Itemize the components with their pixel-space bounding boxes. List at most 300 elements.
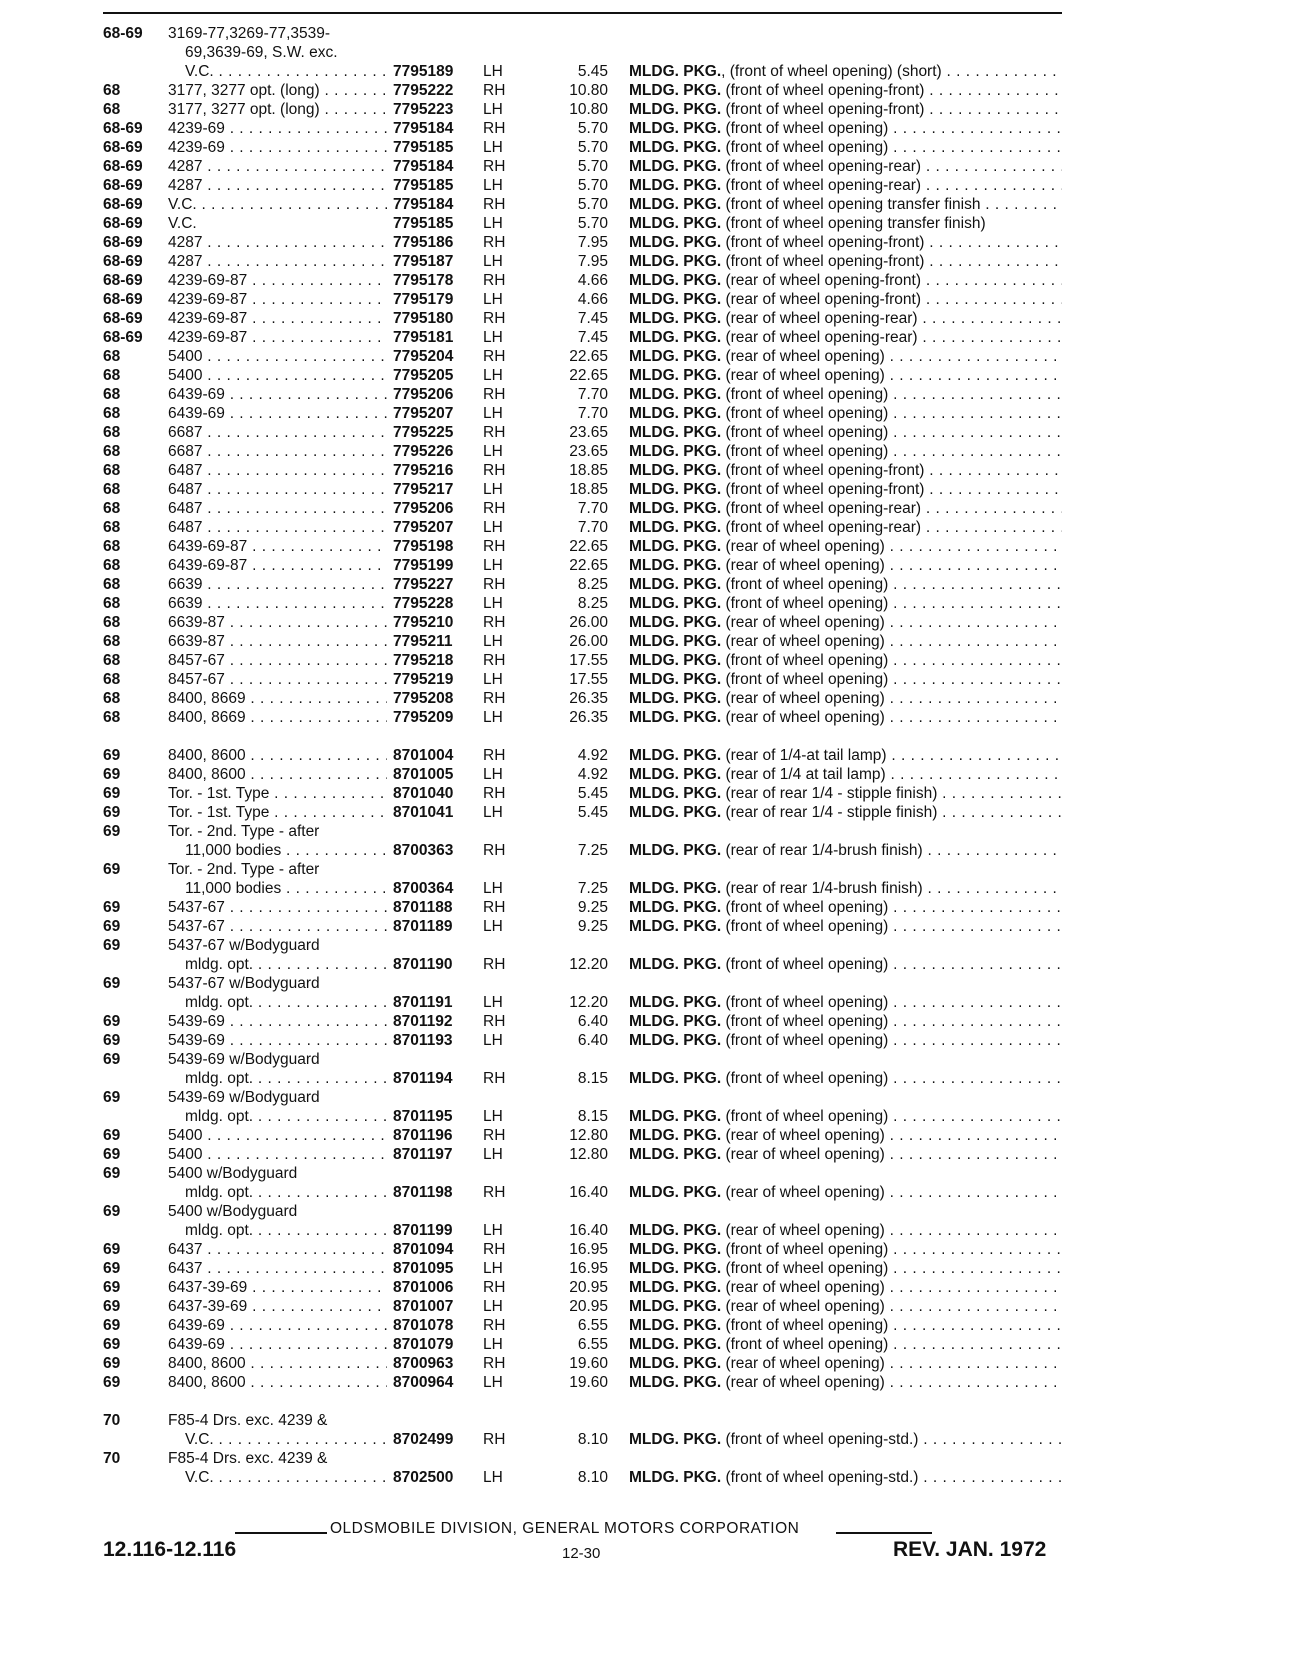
- model-text: 5400 w/Bodyguard: [168, 1165, 298, 1182]
- table-row: [0, 1183, 1299, 1202]
- model-cell: [168, 195, 387, 214]
- group-number: 12.116-12.116: [103, 1538, 237, 1561]
- price-cell: 22.65: [569, 557, 608, 574]
- price-cell: 7.70: [577, 519, 608, 536]
- table-row: [0, 689, 1299, 708]
- part-number-cell: 8701196: [393, 1127, 453, 1144]
- table-row: [0, 518, 1299, 537]
- description-text: (rear of wheel opening-front): [721, 291, 922, 308]
- table-row: [0, 252, 1299, 271]
- side-cell: LH: [483, 918, 503, 935]
- side-cell: LH: [483, 519, 503, 536]
- part-number-cell: 8701006: [393, 1279, 454, 1296]
- table-row: [0, 328, 1299, 347]
- description-label: MLDG. PKG.: [629, 1070, 722, 1087]
- model-text: V.C.: [168, 196, 197, 213]
- model-text: 6487: [168, 500, 203, 517]
- description-label: MLDG. PKG.: [629, 1336, 722, 1353]
- model-cell: [168, 366, 387, 385]
- description-cell: [629, 442, 1062, 461]
- model-cell: [168, 119, 387, 138]
- side-cell: LH: [483, 139, 503, 156]
- part-number-cell: 8701198: [393, 1184, 453, 1201]
- part-number-cell: 8700963: [393, 1355, 454, 1372]
- part-number-cell: 8701095: [393, 1260, 454, 1277]
- model-text: 4239-69-87: [168, 272, 248, 289]
- model-cell: [185, 955, 387, 974]
- model-cell: [168, 1088, 387, 1107]
- part-number-cell: 8701194: [393, 1070, 453, 1087]
- description-label: MLDG. PKG.: [629, 1013, 722, 1030]
- side-cell: LH: [483, 1146, 503, 1163]
- year-cell: 69: [103, 861, 121, 878]
- year-cell: 69: [103, 1146, 121, 1163]
- model-cell: [168, 822, 387, 841]
- part-number-cell: 8702499: [393, 1431, 454, 1448]
- description-label: MLDG. PKG.: [629, 994, 722, 1011]
- side-cell: LH: [483, 766, 503, 783]
- year-cell: 68-69: [103, 196, 143, 213]
- model-text: 6439-69-87: [168, 538, 248, 555]
- model-text: 6487: [168, 481, 203, 498]
- year-cell: 69: [103, 785, 121, 802]
- model-text: 5400: [168, 348, 203, 365]
- model-cell: [168, 917, 387, 936]
- description-cell: [629, 62, 1062, 81]
- description-text: (rear of rear 1/4-brush finish): [721, 842, 923, 859]
- table-row: [0, 81, 1299, 100]
- side-cell: LH: [483, 709, 503, 726]
- year-cell: 70: [103, 1450, 121, 1467]
- model-cell: [168, 1050, 387, 1069]
- side-cell: LH: [483, 177, 503, 194]
- side-cell: LH: [483, 1298, 503, 1315]
- table-row: [0, 860, 1299, 879]
- table-row: [0, 1430, 1299, 1449]
- model-text: 6437-39-69: [168, 1298, 248, 1315]
- model-cell: [168, 632, 387, 651]
- model-cell: [168, 746, 387, 765]
- model-cell: [168, 1012, 387, 1031]
- model-cell: [168, 499, 387, 518]
- price-cell: 12.80: [569, 1127, 608, 1144]
- year-cell: 69: [103, 1203, 121, 1220]
- table-row: [0, 822, 1299, 841]
- side-cell: LH: [483, 633, 503, 650]
- table-row: [0, 556, 1299, 575]
- table-row: [0, 1050, 1299, 1069]
- model-text: 8400, 8669: [168, 709, 246, 726]
- price-cell: 16.95: [569, 1260, 608, 1277]
- year-cell: 69: [103, 975, 121, 992]
- table-row: [0, 898, 1299, 917]
- description-cell: [629, 214, 1062, 233]
- price-cell: 5.45: [577, 63, 608, 80]
- model-cell: [168, 537, 387, 556]
- description-cell: [629, 594, 1062, 613]
- description-text: (rear of wheel opening-front): [721, 272, 922, 289]
- model-cell: [168, 1316, 387, 1335]
- part-number-cell: 7795223: [393, 101, 454, 118]
- price-cell: 12.20: [569, 994, 608, 1011]
- side-cell: RH: [483, 1013, 506, 1030]
- year-cell: 69: [103, 1336, 121, 1353]
- description-cell: [629, 480, 1062, 499]
- description-cell: [629, 689, 1062, 708]
- description-text: (front of wheel opening): [721, 1317, 889, 1334]
- price-cell: 26.35: [569, 709, 608, 726]
- part-number-cell: 8701007: [393, 1298, 454, 1315]
- description-label: MLDG. PKG.: [629, 671, 722, 688]
- year-cell: 68: [103, 386, 121, 403]
- part-number-cell: 7795205: [393, 367, 454, 384]
- year-cell: 69: [103, 1013, 121, 1030]
- model-cell: [185, 993, 387, 1012]
- part-number-cell: 8701190: [393, 956, 453, 973]
- side-cell: RH: [483, 899, 506, 916]
- side-cell: LH: [483, 101, 503, 118]
- description-cell: [629, 290, 1062, 309]
- price-cell: 16.40: [569, 1222, 608, 1239]
- description-label: MLDG. PKG.: [629, 880, 722, 897]
- description-text: (front of wheel opening): [721, 443, 889, 460]
- table-row: [0, 765, 1299, 784]
- model-text: 6487: [168, 462, 203, 479]
- side-cell: RH: [483, 1184, 506, 1201]
- year-cell: 69: [103, 1051, 121, 1068]
- price-cell: 17.55: [569, 671, 608, 688]
- description-label: MLDG. PKG.: [629, 918, 722, 935]
- description-label: MLDG. PKG.: [629, 481, 722, 498]
- description-cell: [629, 100, 1062, 119]
- description-text: (rear of rear 1/4 - stipple finish): [721, 785, 938, 802]
- model-cell: [168, 898, 387, 917]
- side-cell: RH: [483, 500, 506, 517]
- year-cell: 69: [103, 918, 121, 935]
- year-cell: 68: [103, 348, 121, 365]
- table-row: [0, 708, 1299, 727]
- model-cell: [185, 1221, 387, 1240]
- description-text: (rear of rear 1/4 - stipple finish): [721, 804, 938, 821]
- year-cell: 68: [103, 614, 121, 631]
- year-cell: 69: [103, 1089, 121, 1106]
- part-number-cell: 7795206: [393, 500, 454, 517]
- table-row: [0, 119, 1299, 138]
- table-row: [0, 1012, 1299, 1031]
- table-row: [0, 309, 1299, 328]
- description-cell: [629, 955, 1062, 974]
- table-row: [0, 879, 1299, 898]
- model-cell: [185, 841, 387, 860]
- year-cell: 69: [103, 1317, 121, 1334]
- description-text: (front of wheel opening-front): [721, 462, 925, 479]
- model-text: F85-4 Drs. exc. 4239 &: [168, 1450, 328, 1467]
- part-number-cell: 7795211: [393, 633, 453, 650]
- model-cell: [168, 765, 387, 784]
- description-cell: [629, 1297, 1062, 1316]
- parts-table: [0, 24, 1299, 1487]
- part-number-cell: 7795189: [393, 63, 454, 80]
- description-text: , (front of wheel opening) (short): [721, 63, 942, 80]
- side-cell: LH: [483, 557, 503, 574]
- table-row: [0, 1126, 1299, 1145]
- description-text: (rear of wheel opening): [721, 367, 885, 384]
- footer-division: OLDSMOBILE DIVISION, GENERAL MOTORS CORPORATION: [330, 1520, 800, 1537]
- description-text: (front of wheel opening transfer finish: [721, 196, 981, 213]
- description-label: MLDG. PKG.: [629, 595, 722, 612]
- footer-rule-right: [836, 1532, 932, 1534]
- model-text: 8400, 8669: [168, 690, 246, 707]
- part-number-cell: 7795207: [393, 519, 454, 536]
- model-text: mldg. opt.: [185, 956, 254, 973]
- price-cell: 22.65: [569, 367, 608, 384]
- year-cell: 69: [103, 1298, 121, 1315]
- description-text: (rear of wheel opening): [721, 1222, 885, 1239]
- part-number-cell: 7795184: [393, 196, 454, 213]
- table-row: [0, 24, 1299, 43]
- year-cell: 68: [103, 519, 121, 536]
- description-cell: [629, 81, 1062, 100]
- model-text: 8400, 8600: [168, 1374, 246, 1391]
- description-text: (rear of rear 1/4-brush finish): [721, 880, 923, 897]
- side-cell: LH: [483, 291, 503, 308]
- price-cell: 7.25: [577, 880, 608, 897]
- table-row: [0, 1107, 1299, 1126]
- table-row: [0, 955, 1299, 974]
- table-row: [0, 917, 1299, 936]
- description-text: (rear of wheel opening): [721, 614, 885, 631]
- model-text: V.C.: [185, 1431, 214, 1448]
- year-cell: 68: [103, 101, 121, 118]
- price-cell: 16.40: [569, 1184, 608, 1201]
- model-text: 8457-67: [168, 652, 225, 669]
- description-cell: [629, 537, 1062, 556]
- model-cell: [185, 1430, 387, 1449]
- part-number-cell: 8701004: [393, 747, 454, 764]
- model-cell: [168, 442, 387, 461]
- side-cell: RH: [483, 1241, 506, 1258]
- description-cell: [629, 1107, 1062, 1126]
- part-number-cell: 7795218: [393, 652, 454, 669]
- model-text: 5439-69 w/Bodyguard: [168, 1089, 320, 1106]
- description-cell: [629, 1430, 1062, 1449]
- model-cell: [168, 309, 387, 328]
- price-cell: 5.70: [577, 158, 608, 175]
- part-number-cell: 8701193: [393, 1032, 453, 1049]
- description-label: MLDG. PKG.: [629, 443, 722, 460]
- model-text: 6437-39-69: [168, 1279, 248, 1296]
- side-cell: RH: [483, 272, 506, 289]
- year-cell: 68-69: [103, 234, 143, 251]
- model-cell: [168, 1031, 387, 1050]
- description-label: MLDG. PKG.: [629, 1317, 722, 1334]
- table-row: [0, 157, 1299, 176]
- side-cell: RH: [483, 747, 506, 764]
- side-cell: RH: [483, 386, 506, 403]
- description-text: (rear of wheel opening): [721, 1146, 885, 1163]
- table-row: [0, 347, 1299, 366]
- side-cell: LH: [483, 367, 503, 384]
- table-row: [0, 537, 1299, 556]
- description-cell: [629, 138, 1062, 157]
- description-label: MLDG. PKG.: [629, 500, 722, 517]
- part-number-cell: 8701094: [393, 1241, 454, 1258]
- part-number-cell: 7795185: [393, 215, 454, 232]
- year-cell: 68-69: [103, 215, 143, 232]
- price-cell: 7.70: [577, 405, 608, 422]
- description-label: MLDG. PKG.: [629, 538, 722, 555]
- part-number-cell: 8701197: [393, 1146, 453, 1163]
- model-cell: [185, 43, 387, 62]
- description-label: MLDG. PKG.: [629, 63, 722, 80]
- model-text: 5400: [168, 1127, 203, 1144]
- model-cell: [168, 1126, 387, 1145]
- description-label: MLDG. PKG.: [629, 234, 722, 251]
- model-text: Tor. - 2nd. Type - after: [168, 861, 320, 878]
- description-cell: [629, 119, 1062, 138]
- year-cell: 68: [103, 690, 121, 707]
- description-text: (rear of wheel opening): [721, 538, 885, 555]
- table-row: [0, 233, 1299, 252]
- model-text: mldg. opt.: [185, 1108, 254, 1125]
- year-cell: 68: [103, 652, 121, 669]
- row-spacer: [0, 1392, 1299, 1411]
- description-cell: [629, 841, 1062, 860]
- description-cell: [629, 347, 1062, 366]
- price-cell: 8.25: [577, 595, 608, 612]
- table-row: [0, 480, 1299, 499]
- price-cell: 19.60: [569, 1355, 608, 1372]
- model-cell: [168, 385, 387, 404]
- model-text: mldg. opt.: [185, 994, 254, 1011]
- description-label: MLDG. PKG.: [629, 272, 722, 289]
- revision-date: REV. JAN. 1972: [893, 1538, 1047, 1561]
- side-cell: RH: [483, 842, 506, 859]
- year-cell: 69: [103, 823, 121, 840]
- description-text: (rear of wheel opening): [721, 348, 885, 365]
- table-row: [0, 1335, 1299, 1354]
- table-row: [0, 385, 1299, 404]
- model-text: 11,000 bodies: [185, 880, 282, 897]
- table-row: [0, 176, 1299, 195]
- part-number-cell: 7795199: [393, 557, 454, 574]
- description-cell: [629, 575, 1062, 594]
- model-text: 8457-67: [168, 671, 225, 688]
- description-cell: [629, 461, 1062, 480]
- model-cell: [168, 1202, 387, 1221]
- side-cell: RH: [483, 462, 506, 479]
- year-cell: 68: [103, 709, 121, 726]
- table-row: [0, 43, 1299, 62]
- table-row: [0, 936, 1299, 955]
- table-row: [0, 1240, 1299, 1259]
- model-cell: [168, 974, 387, 993]
- model-cell: [168, 1278, 387, 1297]
- side-cell: LH: [483, 215, 503, 232]
- side-cell: RH: [483, 1070, 506, 1087]
- model-cell: [185, 1468, 387, 1487]
- year-cell: 68: [103, 481, 121, 498]
- description-text: (front of wheel opening): [721, 139, 889, 156]
- description-label: MLDG. PKG.: [629, 1374, 722, 1391]
- description-label: MLDG. PKG.: [629, 652, 722, 669]
- model-text: 6687: [168, 424, 203, 441]
- model-text: 11,000 bodies: [185, 842, 282, 859]
- model-cell: [168, 24, 387, 43]
- description-label: MLDG. PKG.: [629, 120, 722, 137]
- top-rule: [103, 12, 1062, 14]
- description-text: (front of wheel opening): [721, 595, 889, 612]
- table-row: [0, 1221, 1299, 1240]
- side-cell: RH: [483, 1279, 506, 1296]
- part-number-cell: 7795228: [393, 595, 454, 612]
- part-number-cell: 7795222: [393, 82, 454, 99]
- model-cell: [168, 1240, 387, 1259]
- description-text: (front of wheel opening): [721, 405, 889, 422]
- model-text: 6639: [168, 595, 203, 612]
- table-row: [0, 974, 1299, 993]
- model-text: F85-4 Drs. exc. 4239 &: [168, 1412, 328, 1429]
- year-cell: 69: [103, 1355, 121, 1372]
- model-cell: [168, 613, 387, 632]
- description-cell: [629, 556, 1062, 575]
- part-number-cell: 7795204: [393, 348, 454, 365]
- side-cell: RH: [483, 1431, 506, 1448]
- model-cell: [168, 784, 387, 803]
- description-label: MLDG. PKG.: [629, 899, 722, 916]
- description-text: (rear of wheel opening): [721, 1279, 885, 1296]
- description-text: (front of wheel opening): [721, 1241, 889, 1258]
- year-cell: 68: [103, 576, 121, 593]
- table-row: [0, 613, 1299, 632]
- description-label: MLDG. PKG.: [629, 405, 722, 422]
- description-cell: [629, 233, 1062, 252]
- description-text: (front of wheel opening-front): [721, 101, 925, 118]
- description-text: (front of wheel opening): [721, 1070, 889, 1087]
- part-number-cell: 8701041: [393, 804, 454, 821]
- description-cell: [629, 1145, 1062, 1164]
- price-cell: 8.15: [577, 1108, 608, 1125]
- description-label: MLDG. PKG.: [629, 519, 722, 536]
- year-cell: 68: [103, 367, 121, 384]
- description-cell: [629, 423, 1062, 442]
- description-text: (front of wheel opening): [721, 956, 889, 973]
- description-label: MLDG. PKG.: [629, 462, 722, 479]
- table-row: [0, 594, 1299, 613]
- side-cell: LH: [483, 1108, 503, 1125]
- model-text: 6639-87: [168, 633, 225, 650]
- model-text: 8400, 8600: [168, 766, 246, 783]
- description-label: MLDG. PKG.: [629, 196, 722, 213]
- table-row: [0, 993, 1299, 1012]
- table-row: [0, 423, 1299, 442]
- part-number-cell: 7795208: [393, 690, 454, 707]
- part-number-cell: 7795210: [393, 614, 454, 631]
- description-cell: [629, 1373, 1062, 1392]
- table-row: [0, 62, 1299, 81]
- table-row: [0, 1468, 1299, 1487]
- model-text: V.C.: [185, 63, 214, 80]
- description-label: MLDG. PKG.: [629, 348, 722, 365]
- part-number-cell: 8701005: [393, 766, 454, 783]
- description-text: (front of wheel opening-rear): [721, 177, 922, 194]
- year-cell: 68-69: [103, 272, 143, 289]
- side-cell: RH: [483, 690, 506, 707]
- part-number-cell: 8700363: [393, 842, 454, 859]
- model-cell: [168, 651, 387, 670]
- side-cell: LH: [483, 253, 503, 270]
- side-cell: LH: [483, 481, 503, 498]
